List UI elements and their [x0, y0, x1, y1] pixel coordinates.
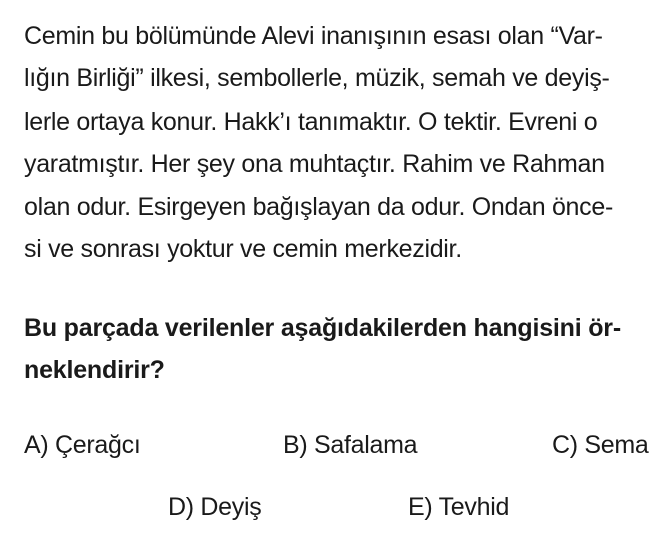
question-line-2: neklendirir?: [24, 356, 165, 384]
passage-line-1: Cemin bu bölümünde Alevi inanışının esası olan “Var-: [24, 22, 603, 50]
passage-line-5: olan odur. Esirgeyen bağışlayan da odur. Ondan önce-: [24, 193, 613, 221]
option-e[interactable]: E) Tevhid: [408, 493, 510, 521]
passage-line-2: lığın Birliği” ilkesi, sembollerle, müzik, semah ve deyiş-: [24, 64, 610, 92]
question-line-1: Bu parçada verilenler aşağıdakilerden hangisini ör-: [24, 314, 621, 342]
option-d[interactable]: D) Deyiş: [168, 493, 262, 521]
passage-line-3: lerle ortaya konur. Hakk’ı tanımaktır. O tektir. Evreni o: [24, 108, 598, 136]
option-c[interactable]: C) Sema: [552, 431, 649, 459]
passage-line-6: si ve sonrası yoktur ve cemin merkezidir.: [24, 235, 462, 263]
option-b[interactable]: B) Safalama: [283, 431, 418, 459]
option-a[interactable]: A) Çerağcı: [24, 431, 141, 459]
passage-line-4: yaratmıştır. Her şey ona muhtaçtır. Rahim ve Rahman: [24, 150, 605, 178]
